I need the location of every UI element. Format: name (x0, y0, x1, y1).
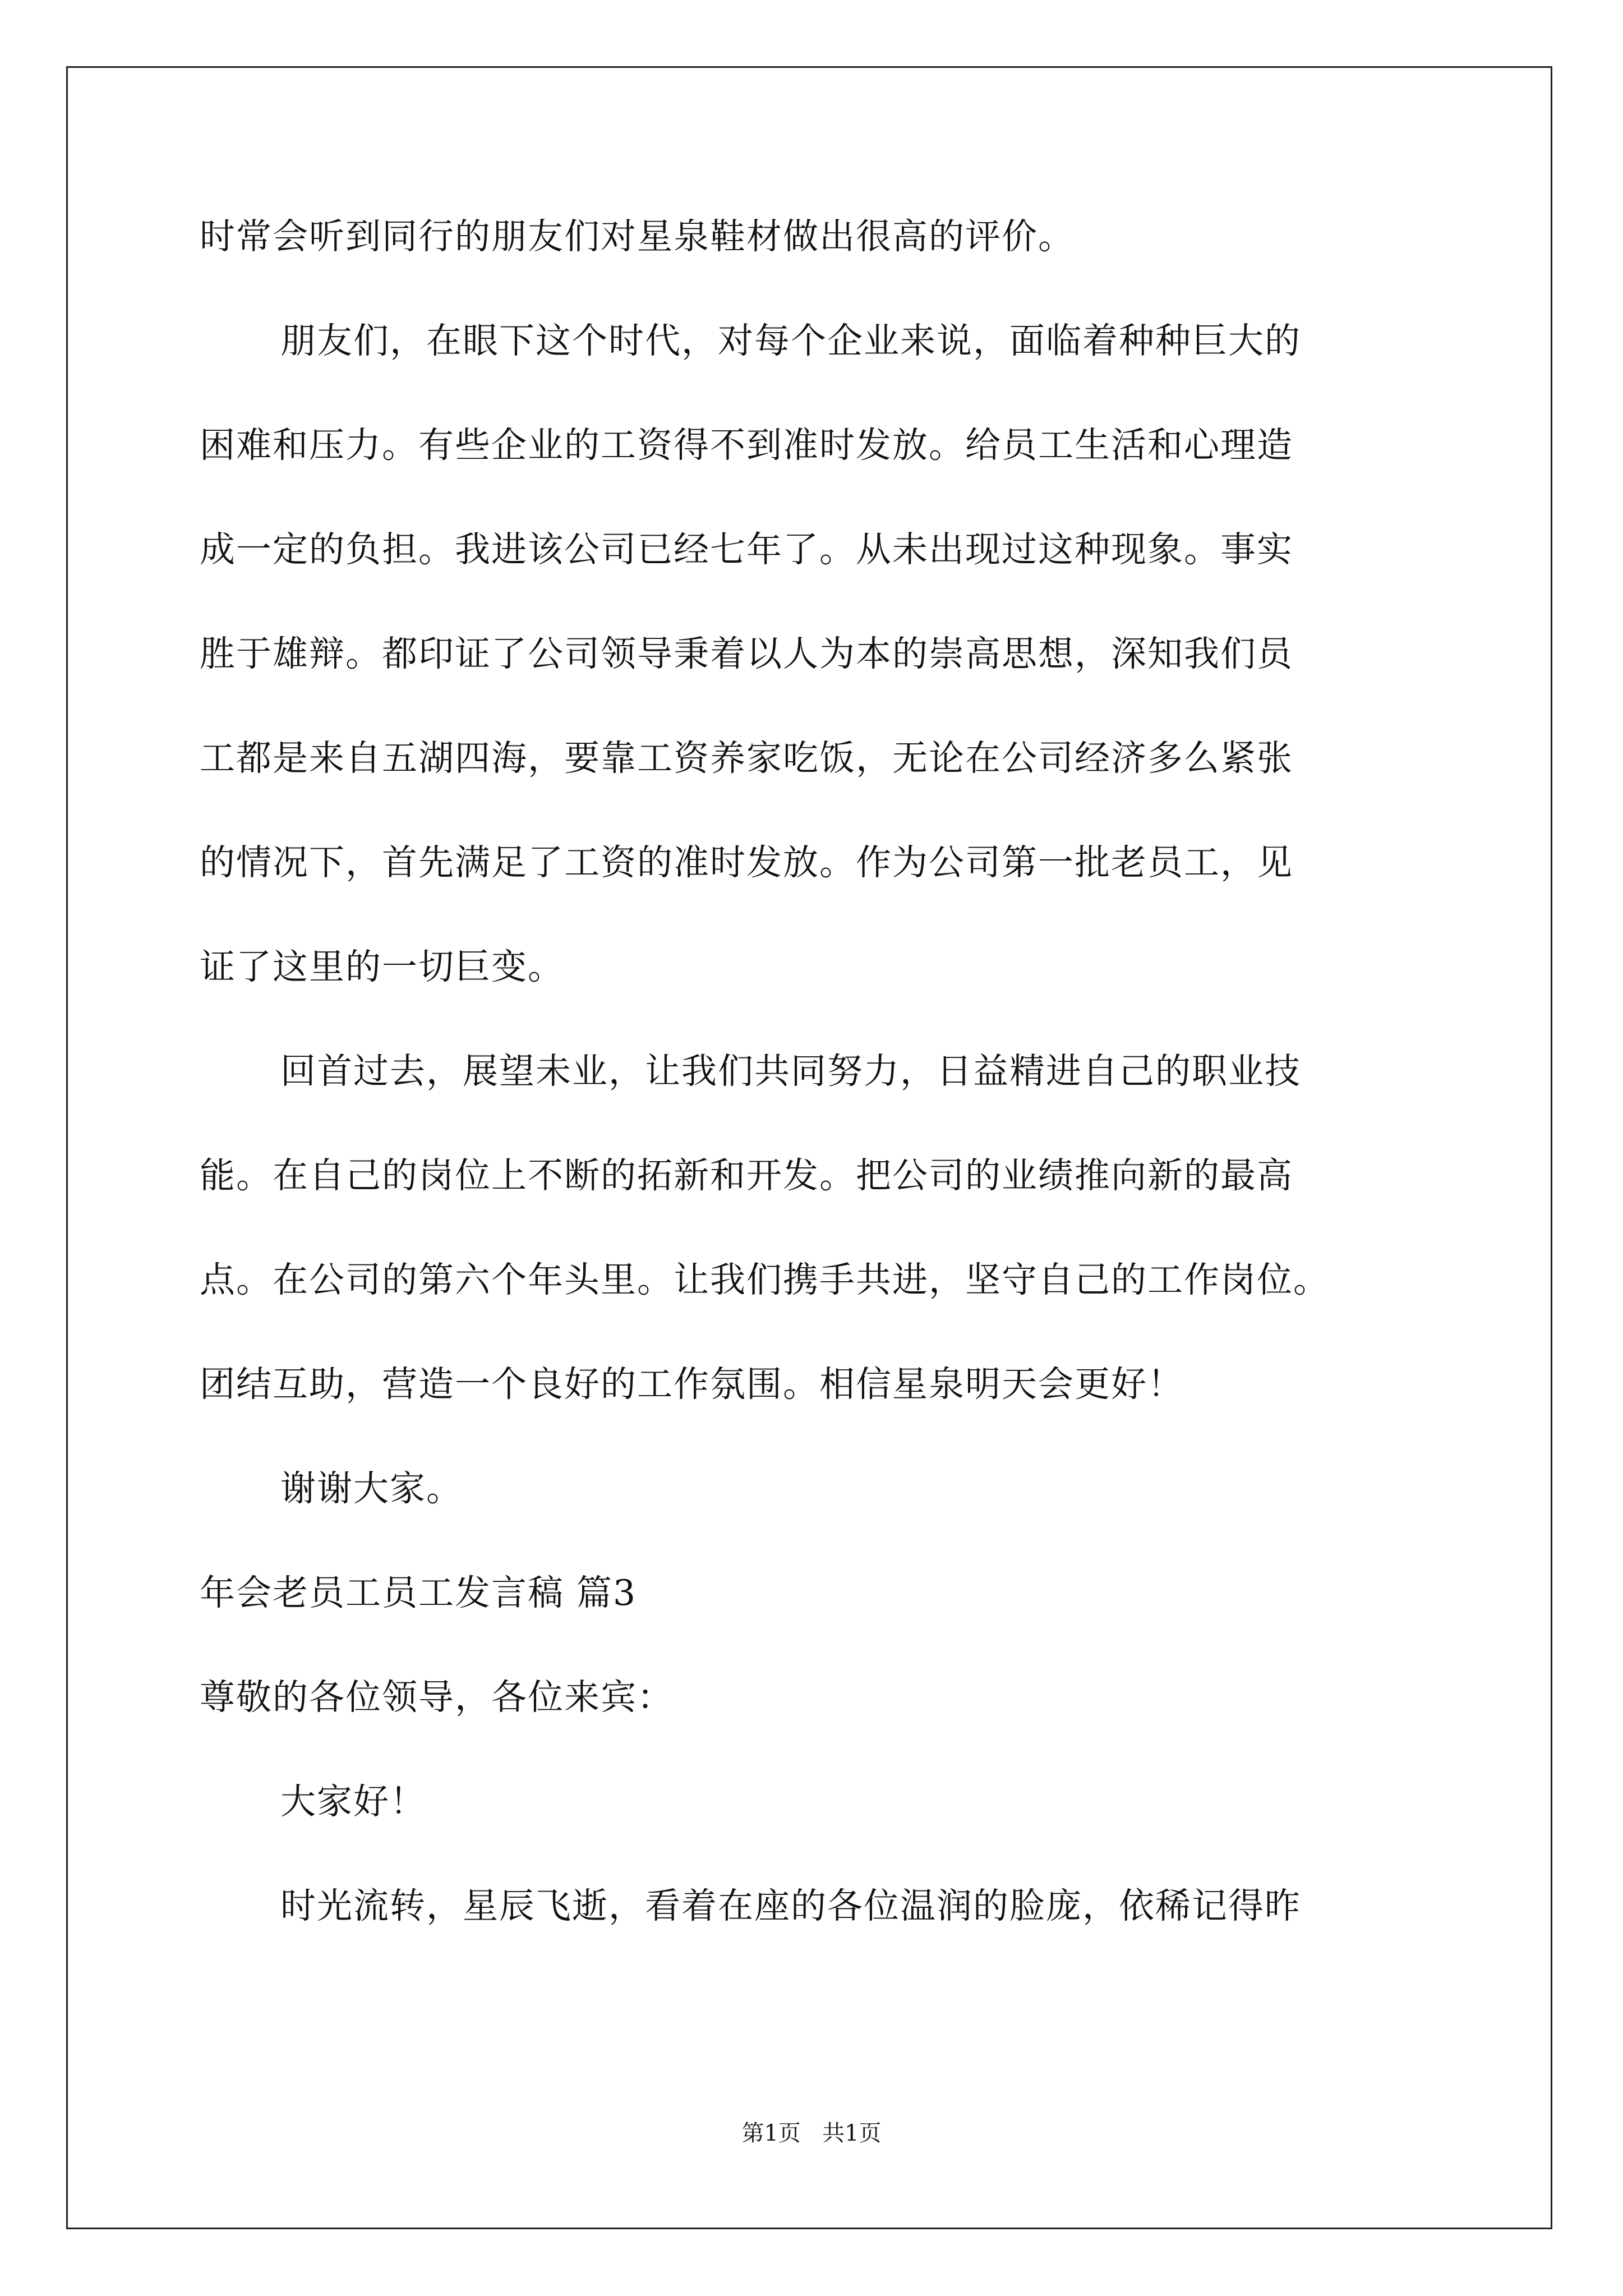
paragraph-line: 证了这里的一切巨变。 (200, 946, 564, 987)
paragraph-line: 的情况下，首先满足了工资的准时发放。作为公司第一批老员工，见 (200, 842, 1293, 883)
greeting-line: 大家好！ (280, 1781, 426, 1822)
paragraph-line: 朋友们，在眼下这个时代，对每个企业来说，面临着种种巨大的 (280, 320, 1301, 361)
paragraph-line: 困难和压力。有些企业的工资得不到准时发放。给员工生活和心理造 (200, 425, 1293, 466)
paragraph-line: 谢谢大家。 (280, 1468, 463, 1509)
paragraph-line: 时常会听到同行的朋友们对星泉鞋材做出很高的评价。 (200, 216, 1075, 257)
paragraph-line: 时光流转，星辰飞逝，看着在座的各位温润的脸庞，依稀记得昨 (280, 1885, 1301, 1926)
paragraph-line: 点。在公司的第六个年头里。让我们携手共进，坚守自己的工作岗位。 (200, 1259, 1330, 1300)
paragraph-line: 胜于雄辩。都印证了公司领导秉着以人为本的崇高思想，深知我们员 (200, 633, 1293, 674)
paragraph-line: 能。在自己的岗位上不断的拓新和开发。把公司的业绩推向新的最高 (200, 1155, 1293, 1196)
paragraph-line: 成一定的负担。我进该公司已经七年了。从未出现过这种现象。事实 (200, 529, 1293, 570)
paragraph-line: 回首过去，展望未业，让我们共同努力，日益精进自己的职业技 (280, 1051, 1301, 1092)
section-heading: 年会老员工员工发言稿 篇3 (200, 1572, 637, 1613)
page-footer: 第1页 共1页 (741, 2120, 882, 2146)
salutation-line: 尊敬的各位领导，各位来宾： (200, 1677, 674, 1718)
paragraph-line: 团结互助，营造一个良好的工作氛围。相信星泉明天会更好！ (200, 1364, 1184, 1405)
paragraph-line: 工都是来自五湖四海，要靠工资养家吃饭，无论在公司经济多么紧张 (200, 738, 1293, 779)
